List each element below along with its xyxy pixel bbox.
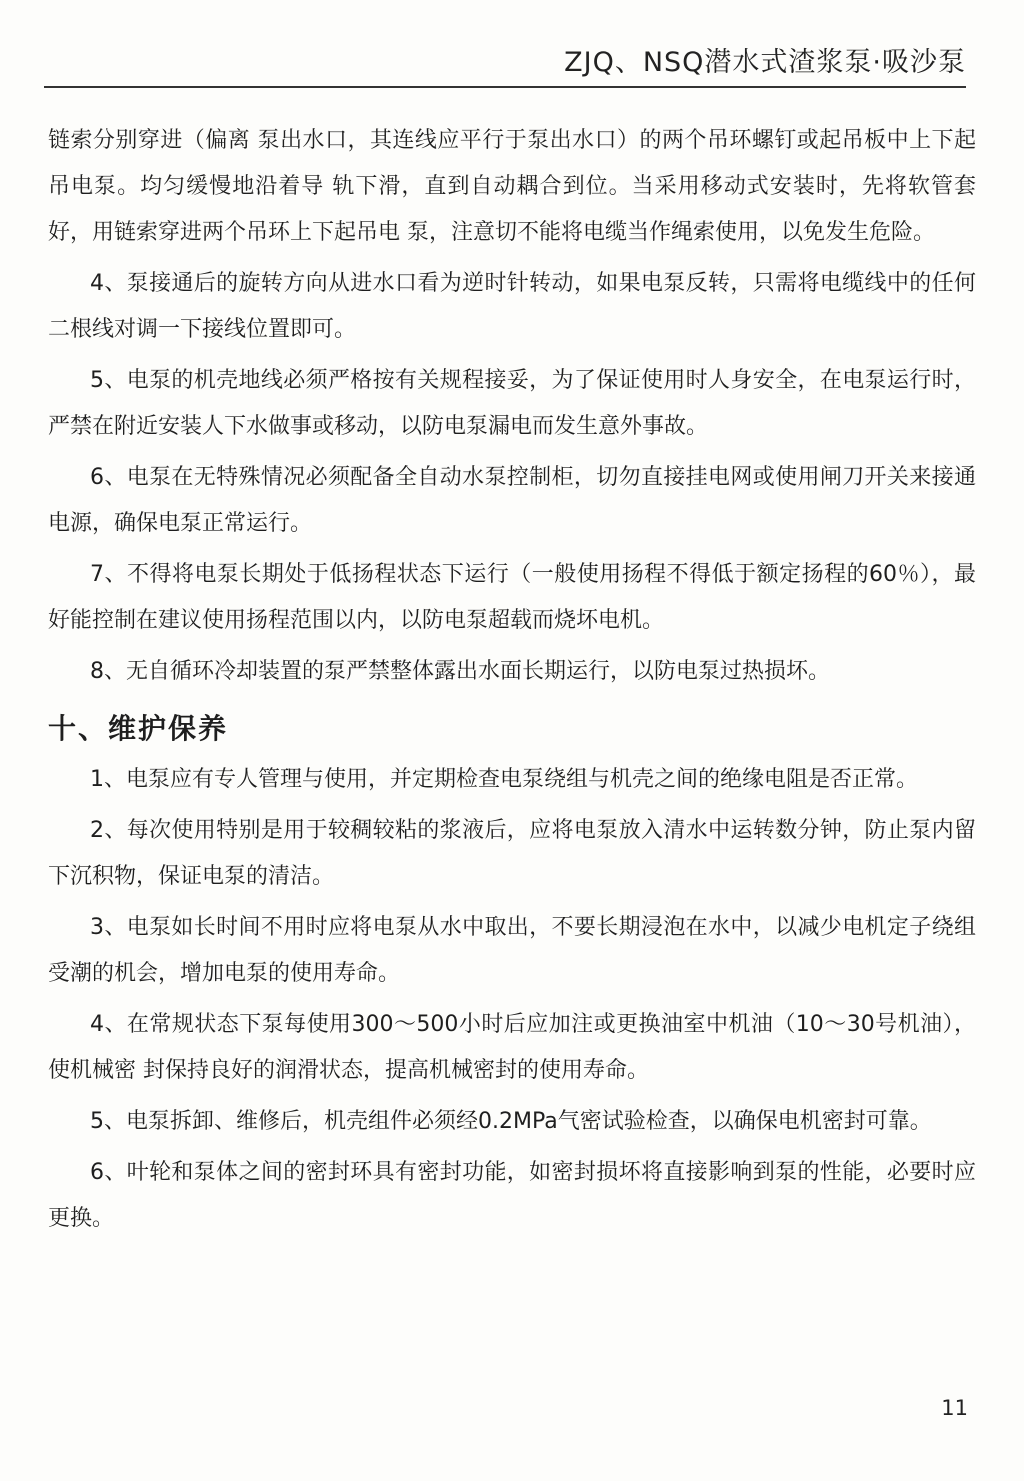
maintenance-item-1: 1、电泵应有专人管理与使用，并定期检查电泵绕组与机壳之间的绝缘电阻是否正常。 bbox=[90, 767, 918, 792]
page-number: 11 bbox=[941, 1396, 968, 1420]
paragraph-item-8: 8、无自循环冷却装置的泵严禁整体露出水面长期运行，以防电泵过热损坏。 bbox=[90, 659, 830, 684]
maintenance-item-2: 2、每次使用特别是用于较稠较粘的浆液后，应将电泵放入清水中运转数分钟，防止泵内留下沉积物，保证电泵的清洁。 bbox=[48, 818, 976, 889]
paragraph-item-4: 4、泵接通后的旋转方向从进水口看为逆时针转动，如果电泵反转，只需将电缆线中的任何二根线对调一下接线位置即可。 bbox=[48, 271, 976, 342]
page-body bbox=[48, 118, 976, 1247]
header-divider bbox=[44, 86, 966, 88]
maintenance-item-5: 5、电泵拆卸、维修后，机壳组件必须经0.2MPa气密试验检查，以确保电机密封可靠。 bbox=[90, 1109, 932, 1134]
section-heading-maintenance: 十、维护保养 bbox=[48, 712, 229, 745]
paragraph-continued: 链索分别穿进（偏离 泵出水口，其连线应平行于泵出水口）的两个吊环螺钉或起吊板中上下起吊电泵。均匀缓慢地沿着导 轨下滑，直到自动耦合到位。当采用移动式安装时，先将软管套好，用链索穿进两个吊环上下起吊电 泵，注意切不能将电缆当作绳索使用，以免发生危险。 bbox=[48, 128, 976, 245]
paragraph-item-6: 6、电泵在无特殊情况必须配备全自动水泵控制柜，切勿直接挂电网或使用闸刀开关来接通电源，确保电泵正常运行。 bbox=[48, 465, 976, 536]
paragraph-item-5: 5、电泵的机壳地线必须严格按有关规程接妥，为了保证使用时人身安全，在电泵运行时，严禁在附近安装人下水做事或移动，以防电泵漏电而发生意外事故。 bbox=[48, 368, 976, 439]
document-header-title: ZJQ、NSQ潜水式渣浆泵·吸沙泵 bbox=[564, 47, 966, 78]
paragraph-item-7: 7、不得将电泵长期处于低扬程状态下运行（一般使用扬程不得低于额定扬程的60％），最好能控制在建议使用扬程范围以内，以防电泵超载而烧坏电机。 bbox=[48, 562, 976, 633]
maintenance-item-6: 6、叶轮和泵体之间的密封环具有密封功能，如密封损坏将直接影响到泵的性能，必要时应更换。 bbox=[48, 1160, 976, 1231]
maintenance-item-3: 3、电泵如长时间不用时应将电泵从水中取出，不要长期浸泡在水中，以减少电机定子绕组受潮的机会，增加电泵的使用寿命。 bbox=[48, 915, 976, 986]
maintenance-item-4: 4、在常规状态下泵每使用300～500小时后应加注或更换油室中机油（10～30号机油），使机械密 封保持良好的润滑状态，提高机械密封的使用寿命。 bbox=[48, 1012, 976, 1083]
